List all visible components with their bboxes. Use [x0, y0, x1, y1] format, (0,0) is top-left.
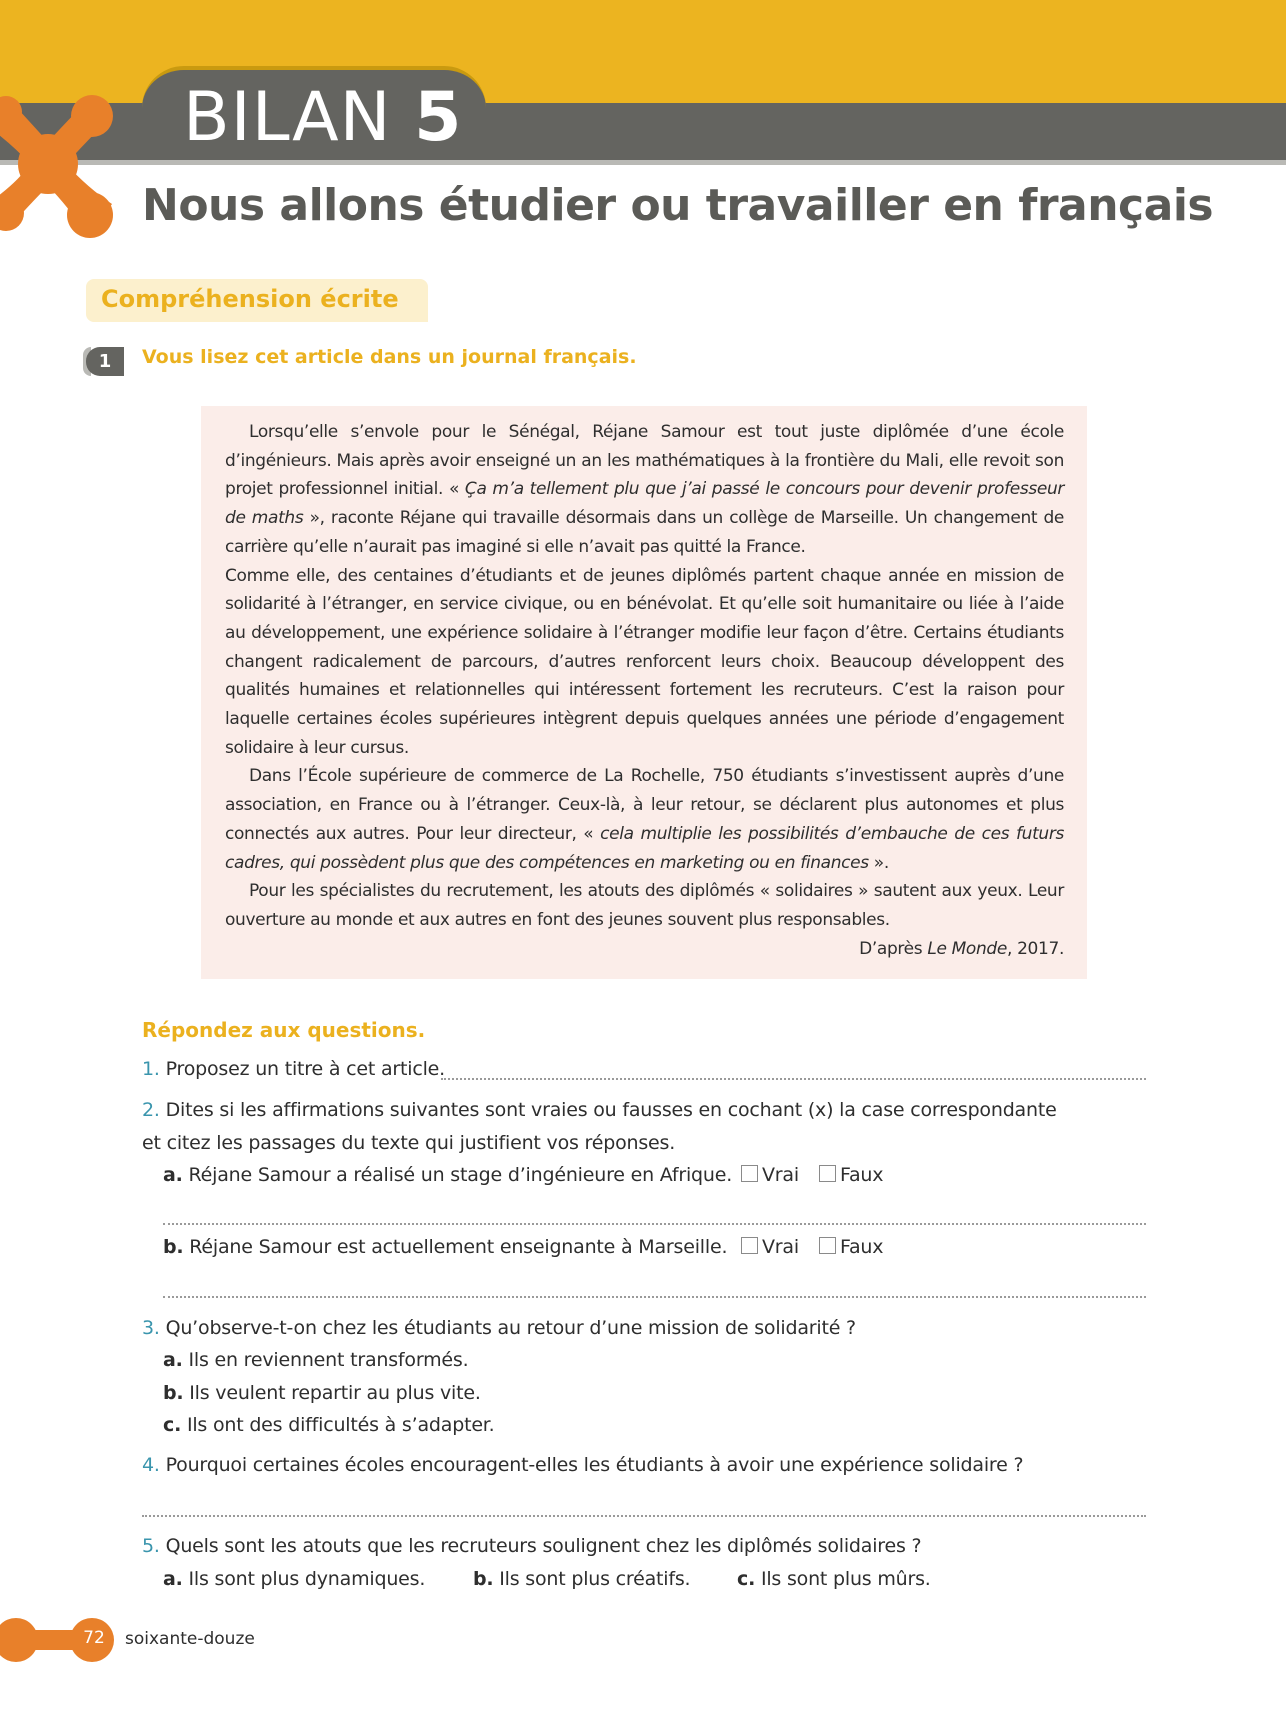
question-text: Pourquoi certaines écoles encouragent-elles les étudiants à avoir une expérience solidaire ? [165, 1454, 1024, 1476]
exercise-number-badge: 1 [86, 347, 124, 376]
question-number: 4. [142, 1454, 160, 1476]
page-number-words: soixante-douze [125, 1629, 255, 1649]
item-letter: b. [163, 1236, 184, 1258]
question-text: Quels sont les atouts que les recruteurs soulignent chez les diplômés solidaires ? [165, 1535, 922, 1557]
faux-checkbox-2b[interactable]: Faux [819, 1236, 883, 1258]
checkbox-icon[interactable] [741, 1237, 758, 1254]
checkbox-icon[interactable] [819, 1237, 836, 1254]
page-number: 72 [83, 1628, 105, 1648]
item-text: Réjane Samour est actuellement enseignante à Marseille. [189, 1236, 728, 1258]
vrai-checkbox-2b[interactable]: Vrai [741, 1236, 799, 1258]
vrai-checkbox-2a[interactable]: Vrai [741, 1164, 799, 1186]
question-5 [142, 1535, 921, 1557]
article-paragraph-3: Dans l’École supérieure de commerce de La Rochelle, 750 étudiants s’investissent auprès d’une association, en France ou à l’étranger. Ceux-là, à leur retour, se déclarent plus autonomes et plus connectés aux autres. Pour leur directeur, « cela multiplie les possibilités d’embauche de ces futurs cadres, qui possèdent plus que des compétences en marketing ou en finances ». [225, 766, 1064, 873]
option-5a[interactable]: a. Ils sont plus dynamiques. [163, 1568, 426, 1590]
item-text: Réjane Samour a réalisé un stage d’ingénieure en Afrique. [188, 1164, 733, 1186]
faux-checkbox-2a[interactable]: Faux [819, 1164, 883, 1186]
question-2 [142, 1099, 1057, 1121]
exercise-instruction: Vous lisez cet article dans un journal français. [142, 346, 637, 368]
question-number: 2. [142, 1099, 160, 1121]
article-paragraph-2: Comme elle, des centaines d’étudiants et de jeunes diplômés partent chaque année en mission de solidarité à l’étranger, en service civique, ou en bénévolat. Et qu’elle soit humanitaire ou liée à l’aide au développement, une expérience solidaire à l’étranger modifie leur façon d’être. Certains étudiants changent radicalement de parcours, d’autres renforcent leurs choix. Beaucoup développent des qualités humaines et relationnelles qui intéressent fortement les recruteurs. C’est la raison pour laquelle certaines écoles supérieures intègrent depuis quelques années une période d’engagement solidaire à leur cursus. [225, 565, 1064, 758]
question-2-line-2: et citez les passages du texte qui justifient vos réponses. [142, 1132, 676, 1154]
questions-heading: Répondez aux questions. [142, 1018, 426, 1042]
article-box [201, 406, 1087, 979]
question-1 [142, 1058, 445, 1080]
answer-line-q1[interactable] [441, 1078, 1146, 1080]
question-text: Qu’observe-t-on chez les étudiants au retour d’une mission de solidarité ? [165, 1317, 856, 1339]
question-text: Proposez un titre à cet article. [165, 1058, 445, 1080]
option-3b[interactable]: b. Ils veulent repartir au plus vite. [163, 1382, 481, 1404]
article-source: D’après Le Monde, 2017. [859, 938, 1064, 959]
option-5c[interactable]: c. Ils sont plus mûrs. [737, 1568, 931, 1590]
question-number: 1. [142, 1058, 160, 1080]
question-2a [163, 1164, 732, 1186]
option-3a[interactable]: a. Ils en reviennent transformés. [163, 1349, 469, 1371]
option-3c[interactable]: c. Ils ont des difficultés à s’adapter. [163, 1414, 495, 1436]
article-paragraph-1: Lorsqu’elle s’envole pour le Sénégal, Réjane Samour est tout juste diplômée d’une école d’ingénieurs. Mais après avoir enseigné un an les mathématiques à la frontière du Mali, elle revoit son projet professionnel initial. « Ça m’a tellement plu que j’ai passé le concours pour devenir professeur de maths », raconte Réjane qui travaille désormais dans un collège de Marseille. Un changement de carrière qu’elle n’aurait pas imaginé si elle n’avait pas quitté la France. [225, 422, 1065, 557]
question-text: Dites si les affirmations suivantes sont vraies ou fausses en cochant (x) la case correspondante [165, 1099, 1057, 1121]
item-letter: a. [163, 1164, 183, 1186]
checkbox-icon[interactable] [819, 1165, 836, 1182]
section-tag [86, 279, 428, 322]
bilan-label: BILAN [183, 78, 392, 157]
section-label: Compréhension écrite [101, 285, 399, 313]
question-4 [142, 1454, 1023, 1476]
question-number: 5. [142, 1535, 160, 1557]
article-paragraph-4: Pour les spécialistes du recrutement, les atouts des diplômés « solidaires » sautent aux yeux. Leur ouverture au monde et aux autres en font des jeunes souvent plus responsables. [225, 881, 1064, 930]
orange-cross-logo-icon [0, 92, 120, 242]
checkbox-icon[interactable] [741, 1165, 758, 1182]
question-3 [142, 1317, 856, 1339]
answer-line-q4[interactable] [142, 1515, 1146, 1517]
page-title: Nous allons étudier ou travailler en français [142, 180, 1214, 231]
answer-line-2b[interactable] [163, 1296, 1146, 1298]
question-number: 3. [142, 1317, 160, 1339]
header-grey-line [0, 160, 1286, 165]
answer-line-2a[interactable] [163, 1223, 1146, 1225]
bilan-heading [183, 78, 463, 158]
option-5b[interactable]: b. Ils sont plus créatifs. [473, 1568, 691, 1590]
question-2b [163, 1236, 727, 1258]
bilan-number: 5 [414, 78, 463, 157]
